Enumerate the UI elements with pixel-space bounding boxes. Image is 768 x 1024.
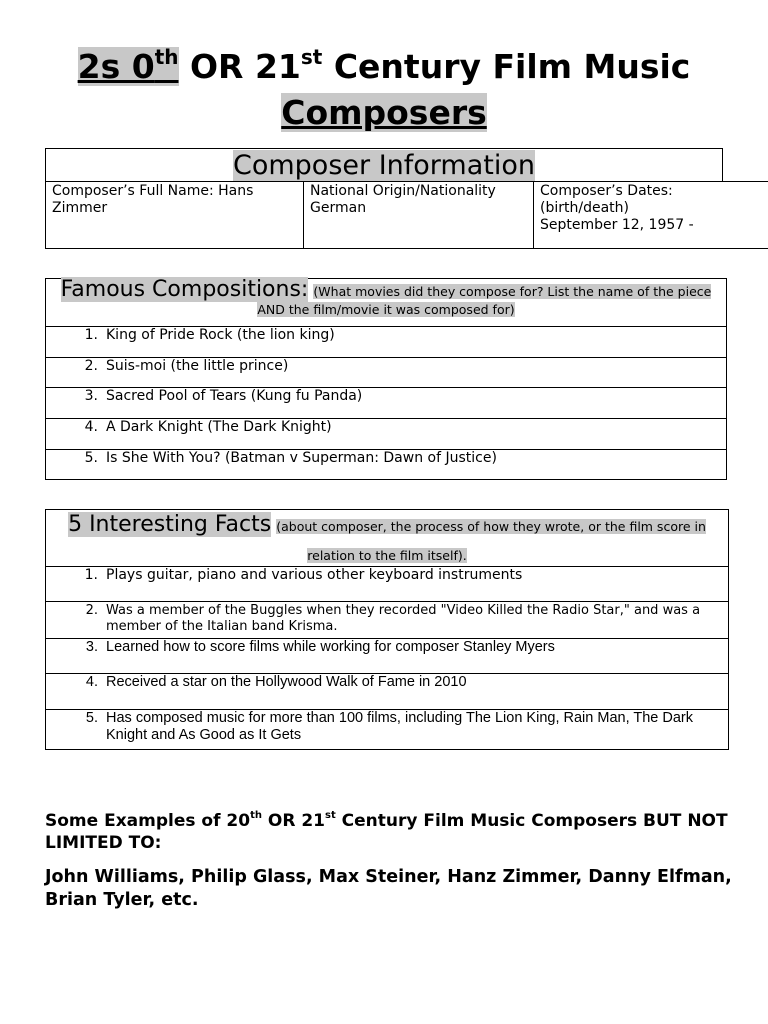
list-item: 1. King of Pride Rock (the lion king): [46, 327, 726, 358]
list-item: 1. Plays guitar, piano and various other keyboard instruments: [46, 567, 728, 602]
example-composers: John Williams, Philip Glass, Max Steiner, Hanz Zimmer, Danny Elfman, Brian Tyler, etc.: [45, 867, 732, 910]
title-part: Century Film Music: [322, 47, 691, 86]
composer-info-table: [45, 148, 768, 249]
full-name-cell: [45, 182, 303, 248]
list-item: 5. Is She With You? (Batman v Superman: Dawn of Justice): [84, 450, 497, 466]
list-item: 3. Sacred Pool of Tears (Kung fu Panda): [46, 388, 726, 419]
facts-instruction: (about composer, the process of how they wrote, or the film score in relation to the film itself).: [276, 519, 706, 563]
list-item: 4. Received a star on the Hollywood Walk of Fame in 2010: [46, 674, 728, 710]
famous-instruction: (What movies did they compose for? List the name of the piece AND the film/movie it was composed for): [257, 284, 712, 317]
dates-value: September 12, 1957 -: [540, 217, 694, 233]
title-sup: st: [300, 45, 323, 69]
interesting-facts-table: [45, 509, 729, 750]
full-name-text: Composer’s Full Name: Hans Zimmer: [52, 183, 254, 216]
composer-info-heading: Composer Information: [45, 148, 723, 181]
title-line-2: [0, 90, 768, 136]
famous-compositions-table: [45, 278, 727, 480]
title-line-1: [0, 44, 768, 90]
page-title: [0, 44, 768, 136]
list-item: 2. Suis-moi (the little prince): [46, 358, 726, 388]
nationality-cell: [303, 182, 533, 248]
title-part: 2s 0: [77, 47, 155, 86]
dates-label: Composer’s Dates: (birth/death): [540, 183, 673, 216]
list-item: 3. Learned how to score films while working for composer Stanley Myers: [46, 639, 728, 674]
title-part: Composers: [281, 93, 487, 132]
dates-cell: [533, 182, 768, 248]
composer-info-row: [45, 181, 768, 249]
nationality-value: German: [310, 200, 367, 216]
famous-compositions-heading: Famous Compositions: (What movies did they compose for? List the name of the piece AND the film/movie it was composed for): [46, 279, 726, 327]
list-item: 2. Was a member of the Buggles when they recorded "Video Killed the Radio Star," and was a member of the Italian band Krisma.: [46, 602, 728, 639]
examples-heading: Some Examples of 20th OR 21st Century Film Music Composers BUT NOT LIMITED TO:: [45, 810, 728, 853]
title-part: OR 21: [178, 47, 301, 86]
interesting-facts-heading: 5 Interesting Facts (about composer, the process of how they wrote, or the film score in relation to the film itself).: [46, 510, 728, 567]
title-sup: th: [154, 45, 179, 69]
nationality-label: National Origin/Nationality: [310, 183, 496, 199]
list-item: 4. A Dark Knight (The Dark Knight): [46, 419, 726, 450]
list-item: 5. Has composed music for more than 100 films, including The Lion King, Rain Man, The Dark Knight and As Good as It Gets: [85, 710, 693, 743]
